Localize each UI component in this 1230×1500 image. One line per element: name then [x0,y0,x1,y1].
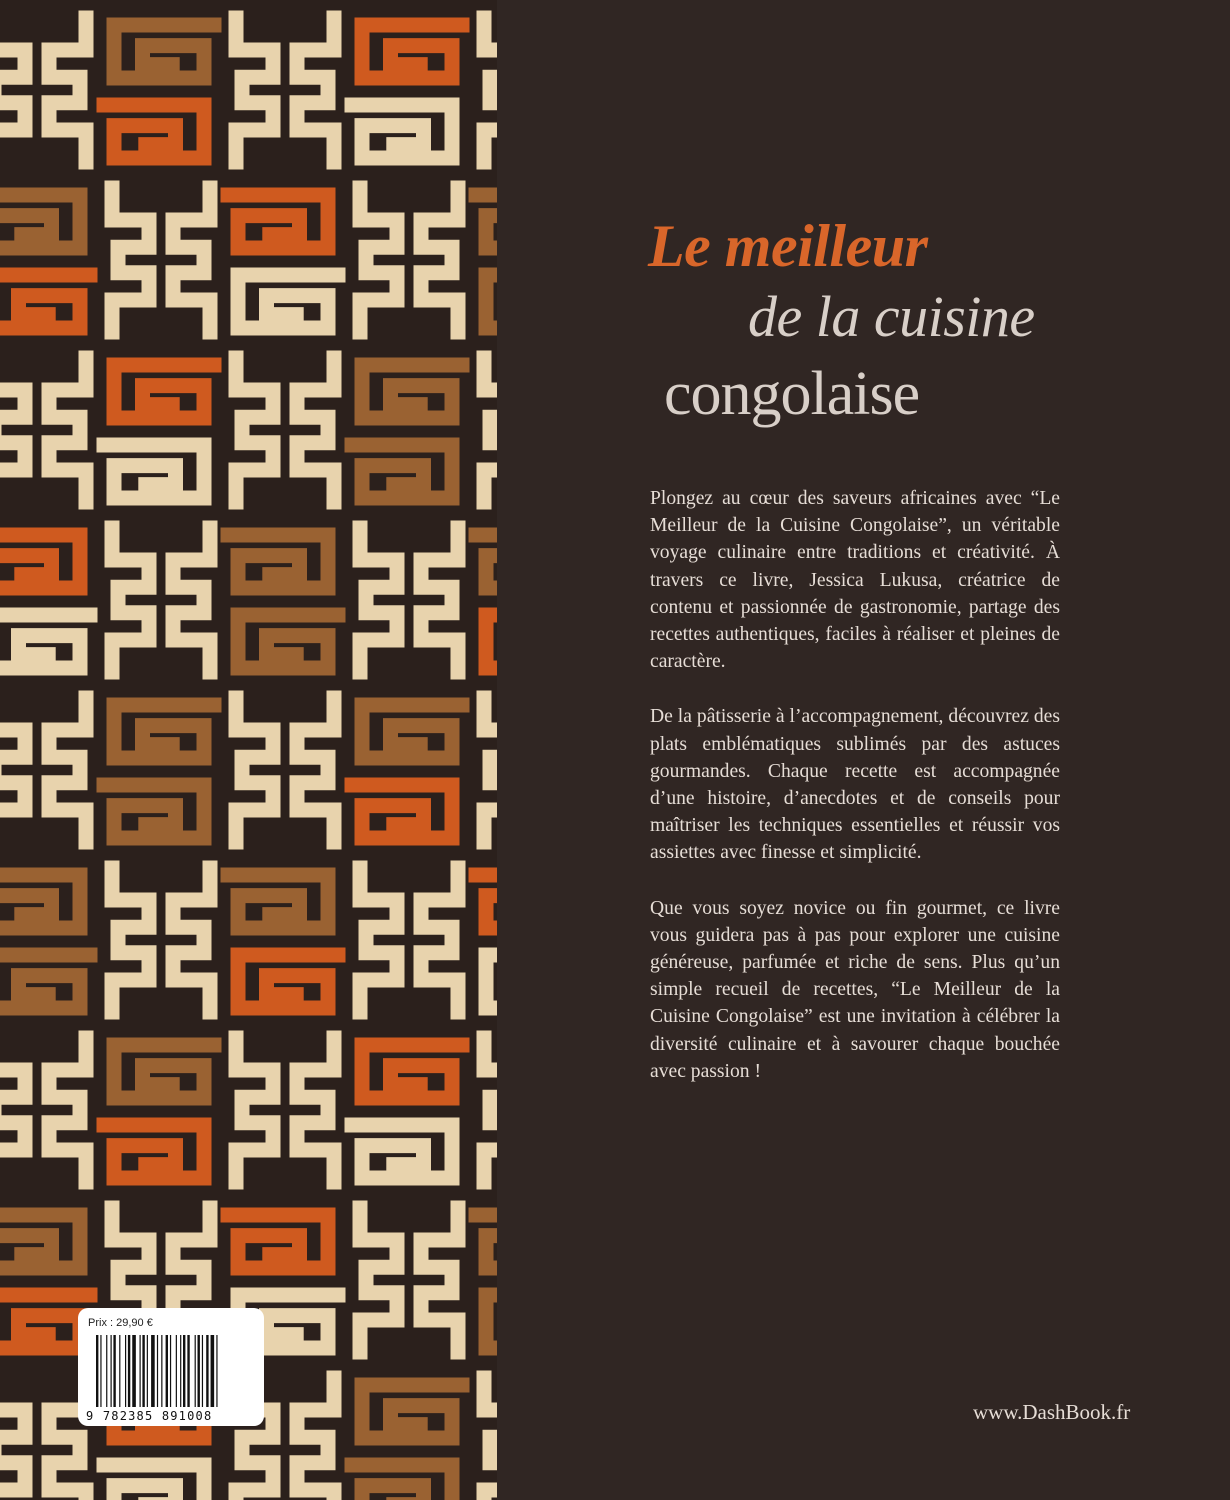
blurb-paragraph-2: De la pâtisserie à l’accompagnement, découvrez des plats emblématiques sublimés par des astuces gourmandes. Chaque recette est accompagnée d’une histoire, d’anecdotes et de conseils pour maîtriser les techniques essentielles et réussir vos assiettes avec finesse et simplicité. [650,706,1060,864]
barcode-bar [132,1335,136,1407]
barcode-bar [195,1335,196,1407]
kuba-pattern-illustration [0,0,497,1500]
barcode [96,1335,252,1407]
barcode-bar [147,1335,148,1407]
title-line-1: Le meilleur [648,213,928,279]
pattern-ladder [360,1208,397,1352]
pattern-ladder [236,358,273,502]
pattern-spiral [104,1465,204,1500]
pattern-spiral [228,1215,328,1268]
pattern-spiral [362,705,462,758]
pattern-spiral [114,25,214,78]
barcode-bar [113,1335,115,1407]
pattern-spiral [104,1125,204,1178]
pattern-ladder [173,188,210,332]
pattern-spiral [476,535,497,588]
barcode-bar [157,1335,158,1407]
barcode-bar [216,1335,217,1407]
pattern-ladder [0,1038,25,1182]
blurb-paragraph-3: Que vous soyez novice ou fin gourmet, ce livre vous guidera pas à pas pour explorer une cuisine généreuse, parfumée et riche de sens. Plus qu’un simple recueil de recettes, “Le Meilleur de la Cuisine Congolaise” est une invitation à célébrer la diversité culinaire et à savourer chaque bouchée avec passion ! [650,897,1060,1082]
pattern-spiral [352,445,452,498]
pattern-ladder [236,1038,273,1182]
barcode-bar [151,1335,155,1407]
book-blurb [650,485,1060,1113]
pattern-spiral [0,875,80,928]
pattern-ladder [173,868,210,1012]
pattern-ladder [360,188,397,332]
blurb-paragraph-1: Plongez au cœur des saveurs africaines avec “Le Meilleur de la Cuisine Congolaise”, un véritable voyage culinaire entre traditions et créativité. À travers ce livre, Jessica Lukusa, créatrice de contenu et passionnée de gastronomie, partage des recettes authentiques, faciles à réaliser et pleines de caractère. [650,488,1060,673]
pattern-ladder [484,1038,497,1182]
barcode-bar [161,1335,162,1407]
title-line-2: de la cuisine [748,284,1035,349]
pattern-spiral [486,615,497,668]
pattern-spiral [362,1045,462,1098]
barcode-bar [202,1335,203,1407]
pattern-spiral [104,105,204,158]
pattern-spiral [486,275,497,328]
pattern-spiral [486,955,497,1008]
barcode-bar [106,1335,107,1407]
pattern-spiral [0,535,80,588]
pattern-spiral [114,1045,214,1098]
publisher-website: www.DashBook.fr [973,1400,1131,1424]
pattern-ladder [0,358,25,502]
pattern-spiral [228,535,328,588]
pattern-ladder [236,698,273,842]
pattern-spiral [228,875,328,928]
pattern-ladder [360,868,397,1012]
barcode-bar [111,1335,112,1407]
price-label: Prix : 29,90 € [88,1317,153,1329]
pattern-spiral [104,785,204,838]
barcode-bar [211,1335,215,1407]
pattern-ladder [173,528,210,672]
title-line-3: congolaise [664,360,920,428]
kuba-pattern-panel [0,0,497,1500]
pattern-spiral [238,615,338,668]
barcode-bar [176,1335,177,1407]
barcode-bar [206,1335,208,1407]
barcode-bar [183,1335,185,1407]
pattern-ladder [297,698,334,842]
pattern-ladder [484,18,497,162]
pattern-spiral [352,1125,452,1178]
pattern-spiral [104,445,204,498]
pattern-spiral [0,615,90,668]
pattern-spiral [0,1295,90,1348]
barcode-bar [198,1335,200,1407]
pattern-spiral [476,875,497,928]
price-sticker [78,1308,264,1426]
pattern-spiral [114,365,214,418]
barcode-bar [96,1335,98,1407]
pattern-ladder [421,1208,458,1352]
pattern-ladder [421,868,458,1012]
pattern-ladder [0,698,25,842]
barcode-bar [140,1335,141,1407]
pattern-ladder [297,1378,334,1500]
barcode-bar [125,1335,126,1407]
pattern-ladder [360,528,397,672]
pattern-spiral [362,1385,462,1438]
barcode-bar [170,1335,171,1407]
pattern-ladder [421,188,458,332]
pattern-spiral [352,785,452,838]
barcode-bar [142,1335,144,1407]
pattern-ladder [421,528,458,672]
pattern-spiral [0,955,90,1008]
pattern-ladder [297,1038,334,1182]
pattern-spiral [114,705,214,758]
pattern-spiral [0,275,90,328]
pattern-spiral [238,955,338,1008]
pattern-spiral [0,1215,80,1268]
pattern-ladder [297,358,334,502]
barcode-bar [187,1335,189,1407]
pattern-ladder [49,18,86,162]
pattern-ladder [49,358,86,502]
pattern-spiral [362,365,462,418]
pattern-ladder [0,18,25,162]
pattern-spiral [486,1295,497,1348]
pattern-spiral [228,195,328,248]
pattern-ladder [484,358,497,502]
pattern-ladder [49,1038,86,1182]
pattern-spiral [352,105,452,158]
pattern-ladder [484,1378,497,1500]
pattern-ladder [297,18,334,162]
pattern-spiral [0,195,80,248]
barcode-bar [166,1335,168,1407]
pattern-ladder [112,868,149,1012]
pattern-spiral [362,25,462,78]
pattern-spiral [238,275,338,328]
pattern-spiral [476,195,497,248]
isbn-digits: 9 782385 891008 [86,1409,213,1423]
barcode-bar [119,1335,120,1407]
pattern-ladder [236,18,273,162]
barcode-bar [100,1335,101,1407]
pattern-ladder [49,698,86,842]
pattern-spiral [352,1465,452,1500]
pattern-ladder [112,188,149,332]
pattern-spiral [476,1215,497,1268]
pattern-ladder [484,698,497,842]
pattern-ladder [0,1378,25,1500]
barcode-bar [180,1335,181,1407]
barcode-bar [128,1335,130,1407]
pattern-ladder [112,528,149,672]
